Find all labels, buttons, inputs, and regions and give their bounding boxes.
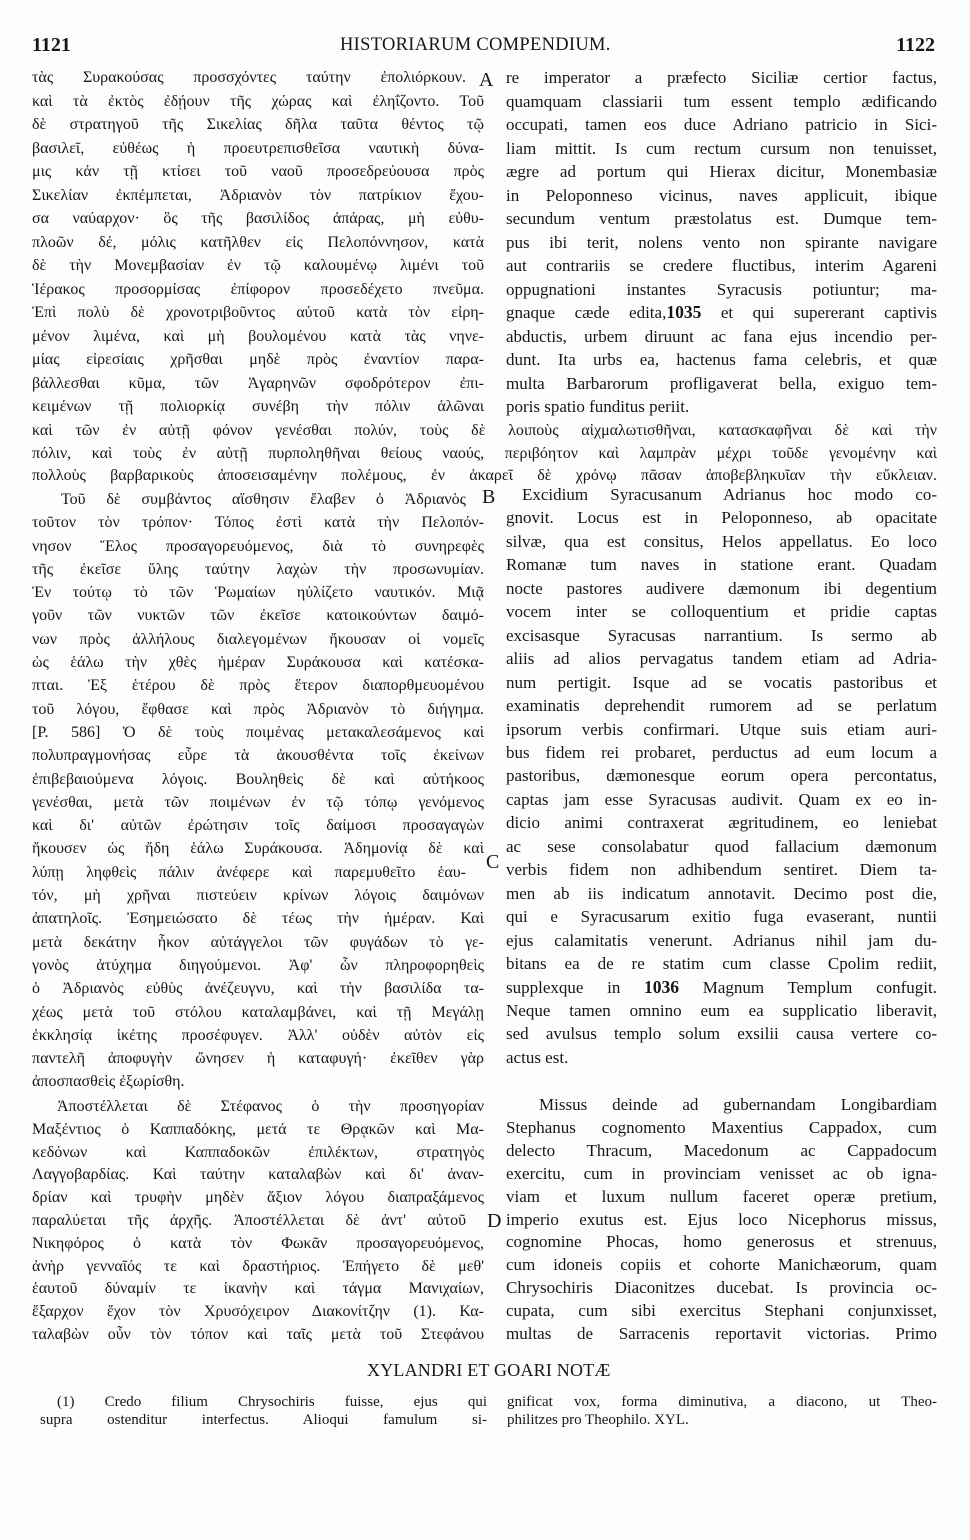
greek-line: ἤκουσεν ὡς ἤδη ἑάλω Συράκουσα. Ἀδημονίᾳ δὲ καὶ [32,840,484,858]
greek-line: πολυπραγμονήσας εὗρε τὰ ἀκουσθέντα τοῖς ἐκείνων [32,747,484,765]
latin-line: oppugnationi instantes Syracusis potiuntur; ma- [506,279,937,299]
latin-text: supplexque in [506,977,621,997]
latin-line: Neque tamen omnino eum ea supplicatio liberavit, [506,1000,937,1020]
latin-line: ægre ad portum qui Hierax dicitur, Monembasiæ [506,162,937,181]
greek-line: πόλιν, καὶ τοὺς ἐν αὐτῇ πυρποληθῆναι θείους ναούς, περιβόητον καὶ λαμπρὰν μέχρι τοῦδε γενομένην καὶ [32,444,937,462]
latin-line: nocte pastores audivere dæmonum ibi degentium [506,578,937,598]
greek-column-b [32,488,484,1094]
latin-line: pastoribus, dæmonesque eorum opera percontatus, [506,766,937,786]
latin-line: imperio exutus est. Ejus loco Nicephorus missus, [506,1209,937,1229]
latin-line: vocem inter se colloquentium et pridie captas [506,602,937,622]
latin-line: silvæ, qua est consitus, Helos appellatus. Eo loco [506,531,937,551]
latin-line: cupata, cum sibi exercitus Stephani conjunxisset, [506,1301,937,1321]
latin-line: quamquam classiarii tum essent templo ædificando [506,91,937,111]
greek-line: ταλαβὼν οὖν τὸν τόπον καὶ ταῖς μετὰ τοῦ Στεφάνου [32,1325,484,1343]
greek-line: ἔξαρχον ἔχον τὸν Χρυσόχειρον Διακονίτζην (1). Κα- [32,1303,484,1321]
latin-text: et qui supererant captivis [720,303,938,322]
latin-line: multa Barbarorum profligaverat bella, exiguo tem- [506,373,937,393]
latin-line: delecto Thracum, Macedonum ac Cappadocum [506,1140,937,1160]
latin-line: excisasque Syracusas narrantium. Is sermo ab [506,625,937,645]
latin-line: captas jam esse Syracusas audivit. Quam ex eo in- [506,789,937,809]
latin-line: Romanæ tum naves in statione erant. Quadam [506,555,937,575]
latin-line: ac sese consolabatur quod fallacium dæmonum [506,836,937,856]
greek-line: χέως μετὰ τοῦ στόλου καταλαμβάνει, καὶ τῇ Μεγάλῃ [32,1003,484,1021]
page-number-right: 1122 [896,34,935,56]
latin-line: aut contrariis se credere fluctibus, interim Agareni [506,256,937,275]
greek-line: Σικελίαν ἐκπέμπεται, Ἀδριανὸν τὸν πατρίκιον ἔχου- [32,186,484,204]
greek-line: Ἱέρακος προσορμίσας ἐπίφορον προσεδέχετο πνεῦμα. [32,280,484,298]
greek-line: μίας εἰρεσίαις χρῆσθαι μηδὲ πρὸς ἐναντίον παρα- [32,351,484,368]
notes-right-column [507,1393,937,1429]
greek-line: παραλύεται τῆς ἀρχῆς. Ἀποστέλλεται δὲ ἀντ' αὐτοῦ [32,1211,466,1229]
greek-line: ὡς ἑάλω τὴν χθὲς ἡμέραν Συράκουσα καὶ κατέσκα- [32,654,484,672]
greek-line: δὲ τὴν Μονεμβασίαν ἐν τῷ καλουμένῳ λιμένι τοῦ [32,257,484,274]
section-marker-d: D [487,1210,502,1232]
greek-line: παντελῆ ἀποφυγὴν ὤνησεν ἡ καταφυγή· ἐκεῖθεν γὰρ [32,1050,484,1068]
latin-line: num pertigit. Isque ad se vocatis pastoribus et [506,672,937,692]
greek-line: βασιλεῖ, εὐθέως ἡ προευτρεπισθεῖσα ναυτικὴ δύνα- [32,139,484,157]
latin-line: bus fidem rei probaret, perductus ad eum locum a [506,742,937,762]
latin-column-b [506,483,937,1069]
page-number-left: 1121 [32,34,71,56]
greek-line: Νικηφόρος ὁ κατὰ τὸν Φωκᾶν προσαγορευόμενος, [32,1234,484,1252]
greek-line: Ἀποστέλλεται δὲ Στέφανος ὁ τὴν προσηγορίαν [57,1098,484,1115]
latin-text: gnaque cæde edita, [506,303,667,322]
latin-line [506,976,937,999]
latin-line: Excidium Syracusanum Adrianus hoc modo co- [522,485,937,504]
latin-line: viam et luxum nullum faceret operæ pretium, [506,1186,937,1206]
greek-line: σα ναύαρχον· ὃς τῆς βασιλίδος ἀπάρας, μὴ εὐθυ- [32,210,484,227]
greek-line: Ἐν τούτῳ τὸ τῶν Ῥωμαίων ηὐλίζετο ναυτικόν. Μιᾷ [32,584,484,602]
latin-line: re imperator a præfecto Siciliæ certior factus, [506,68,937,87]
greek-line: τὰς Συρακούσας προσσχόντες ταύτην ἐπολιόρκουν. [32,69,466,86]
greek-line: Τοῦ δὲ συμβάντος αἴσθησιν ἔλαβεν ὁ Ἀδριανὸς [61,491,466,508]
latin-line: bitans ea de re statim cum classe Cpolim rediit, [506,954,937,974]
greek-full-width-lines [32,420,937,488]
greek-line: νων πρὸς ἀλλήλους διαλεγομένων ἤκουσαν οἱ νομεῖς [32,630,484,648]
latin-line: aliis ad alios pervagatus tandem etiam ad Adria- [506,649,937,669]
latin-line: Stephanus cognomento Maxentius Cappadox, cum [506,1117,937,1137]
latin-line: ipsorum verbis confirmari. Utque suis etiam auri- [506,719,937,739]
latin-line: examinatis deprehendit rumorem ad se perlatum [506,696,937,716]
greek-line: ἐκκλησίᾳ ἱκέτης προσέφυγεν. Ἀλλ' οὐδὲν αὐτὸν εἰς [32,1026,484,1044]
latin-line: multas de Sarracenis reportavit victorias. Primo [506,1324,937,1344]
greek-line: γονὸς ἀτύχημα διηγούμενοι. Ἀφ' ὧν πληροφορηθεὶς [32,956,484,974]
latin-line: cognomine Phocas, homo generosus et strenuus, [506,1232,937,1252]
latin-line: dunt. Ita urbs ea, hactenus fama celebris, et quæ [506,350,937,369]
notes-left-column [40,1393,487,1429]
note-line: supra ostenditur interfectus. Alioqui famulum si- [40,1412,487,1428]
greek-line: ἀνὴρ γενναῖός τε καὶ δραστήριος. Ἐπήγετο δὲ μεθ' [32,1257,484,1275]
greek-line: μις κἀν τῇ κτίσει τοῦ ναοῦ προσεδρεύουσα πρὸς [32,163,484,180]
latin-line: sed avulsus templo solum exsilii causa vertere co- [506,1024,937,1044]
latin-line: secundum ventum præstolatus est. Dumque tem- [506,209,937,228]
greek-line: Μαξέντιος ὁ Καππαδόκης, μετά τε Θρᾳκῶν καὶ Μα- [32,1120,484,1138]
greek-line: ἀπατηλοῖς. Ἐσημειώσατο δὲ τέως τὴν ἡμέραν. Καὶ [32,910,484,928]
latin-text: Magnum Templum confugit. [702,977,937,997]
greek-line: βάλλεσθαι κῦμα, τῶν Ἀγαρηνῶν σφοδρότερον ἐπι- [32,374,484,392]
greek-line: ἑαυτοῦ δύναμίν τε ἱκανὴν καὶ τάγμα Μανιχαίων, [32,1280,484,1298]
greek-line: δὲ στρατηγοῦ τῆς Σικελίας δῆλα ταῦτα θέντος τῷ [32,116,484,133]
greek-line: ὁ Ἀδριανὸς εὐθὺς ἀνέζευγνυ, καὶ τὴν βασιλίδα τα- [32,980,484,998]
latin-line: in Peloponneso vicinus, naves applicuit, ibique [506,185,937,205]
latin-line: Missus deinde ad gubernandam Longibardiam [539,1095,937,1114]
greek-line: καὶ τὰ ἐκτὸς ἐδῄουν τῆς χώρας καὶ ἐληΐζοντο. Τοῦ [32,92,484,110]
latin-line: cum idoneis copiis et cohorte Manichæorum, quam [506,1255,937,1275]
latin-line: Chrysochiris Diaconitzes ducebat. Is provincia oc- [506,1278,937,1298]
latin-column-a [506,66,937,419]
column-number: 1036 [644,976,680,997]
note-line: philitzes pro Theophilo. XYL. [507,1412,689,1428]
greek-line: τοῦτον τὸν τρόπον· Τόπος ἐστὶ κατὰ τὴν Πελοπόν- [32,514,484,532]
section-marker-c: C [486,851,500,873]
greek-line: δρίαν καὶ τρυφὴν μηδὲν ἄξιον λόγου διαπραξάμενος [32,1189,484,1207]
greek-column-a [32,66,484,419]
greek-line: τοῦ λόγου, ἔφθασε καὶ πρὸς Ἀδριανὸν τὸ διήγημα. [32,700,484,718]
greek-line: μένον λιμένα, καὶ μὴ βουλομένου κατὰ τὰς νηνε- [32,327,484,345]
greek-line: γενέσθαι, μετὰ τῶν ποιμένων ἐν τῷ τόπῳ γενόμενος [32,793,484,811]
latin-line: qui e Syracusarum exitio fuga evaserant, nuntii [506,907,937,927]
greek-line: λύπῃ ληφθεὶς πάλιν ἀνέφερε καὶ παρεμυθεῖτο ἑαυ- [32,863,466,881]
note-line: (1) Credo filium Chrysochiris fuisse, ejus qui [57,1394,487,1410]
column-number: 1035 [666,302,702,322]
section-marker-b: B [482,486,496,508]
greek-line: πται. Ἐξ ἑτέρου δὲ πρὸς ἕτερον διαπορθμευομένου [32,677,484,695]
greek-line: Ἐπὶ πολὺ δὲ χρονοτριβοῦντος αὐτοῦ κατὰ τὸν εἰρη- [32,304,484,321]
greek-line: καὶ τῶν ἐν αὐτῇ φόνον γενέσθαι πολύν, τοὺς δὲ λοιποὺς αἰχμαλωτισθῆναι, κατασκαφῆναι δὲ καὶ τὴν [32,422,937,439]
latin-column-d [506,1094,937,1346]
greek-line: [P. 586] Ὁ δὲ τοὺς ποιμένας μετακαλεσάμενος καὶ [32,723,484,741]
latin-line: poris spatio funditus periit. [506,397,690,416]
note-line: gnificat vox, forma diminutiva, a diacono, ut Theo- [507,1394,937,1410]
latin-line: exercitu, cum in provinciam venisset ac ob igna- [506,1163,937,1183]
greek-line: τόν, μὴ χρῆναι πιστεύειν κρίνων λόγοις δαιμόνων [32,887,484,905]
greek-line: πολλοὺς βαρβαρικοὺς ἀποσεισαμένην πολέμους, ἐν ἀκαρεῖ δὲ χρόνῳ πᾶσαν ἀποβεβληκυῖαν τὴν εὔκλειαν. [32,467,937,484]
greek-line: κεδόνων καὶ Καππαδοκῶν ἐπιλέκτων, στρατηγὸς [32,1143,484,1161]
notes-heading: XYLANDRI ET GOARI NOTÆ [367,1360,611,1380]
latin-line: men ab iis indicatum annotavit. Decimo post die, [506,883,937,903]
latin-line [506,301,937,325]
latin-line: ejus calamitatis venerunt. Adrianus nihil jam du- [506,930,937,950]
greek-line: ἀποσπασθεὶς ἐξωρίσθη. [32,1073,185,1091]
section-marker-a: A [479,69,494,91]
greek-line: ἐπιβεβαιούμενα λόγοις. Βουληθεὶς δὲ καὶ αὐτήκοος [32,770,484,788]
latin-line: gnovit. Locus est in Peloponneso, ab opacitate [506,508,937,528]
greek-line: καὶ δι' αὐτῶν ἐρώτησιν τοῖς δαίμοσι προσαγαγὼν [32,817,484,835]
greek-line: τῆς ἐκεῖσε ὕλης ταύτην λαχὼν τὴν προσωνυμίαν. [32,560,484,578]
latin-line: occupati, tamen eos duce Adriano patricio in Sici- [506,115,937,134]
latin-line: pus ibi terit, nolens vento non spirante navigare [506,232,937,252]
greek-line: κειμένων τῇ πολιορκίᾳ συνέβη τὴν πόλιν ἁλῶναι [32,398,484,415]
greek-line: πλοῶν δέ, μόλις κατῆλθεν εἰς Πελοπόννησον, κατὰ [32,233,484,251]
latin-line: abductis, urbem diruunt ac fana ejus incendio per- [506,326,937,346]
latin-line: dicio animi contraxerat ægritudinem, eo leniebat [506,813,937,833]
greek-line: γοῦν τῶν νυκτῶν τῶν ἐκεῖσε κατοικούντων δαιμό- [32,607,484,625]
latin-line: actus est. [506,1047,569,1067]
running-title: HISTORIARUM COMPENDIUM. [340,35,611,55]
greek-column-d [32,1096,484,1347]
latin-line: verbis fidem non adhibendum sentiret. Diem ta- [506,860,937,880]
greek-line: Λαγγοβαρδίας. Καὶ ταύτην καταλαβὼν καὶ δι' ἀναν- [32,1166,484,1184]
greek-line: μετὰ δεκάτην ἧκον αὐτάγγελοι τῶν φυγάδων τὸ γε- [32,933,484,951]
latin-line: liam mittit. Is cum rectum cursum non tenuisset, [506,138,937,158]
greek-line: νησον Ἕλος προσαγορευόμενος, διὰ τὸ συνηρεφὲς [32,537,484,555]
